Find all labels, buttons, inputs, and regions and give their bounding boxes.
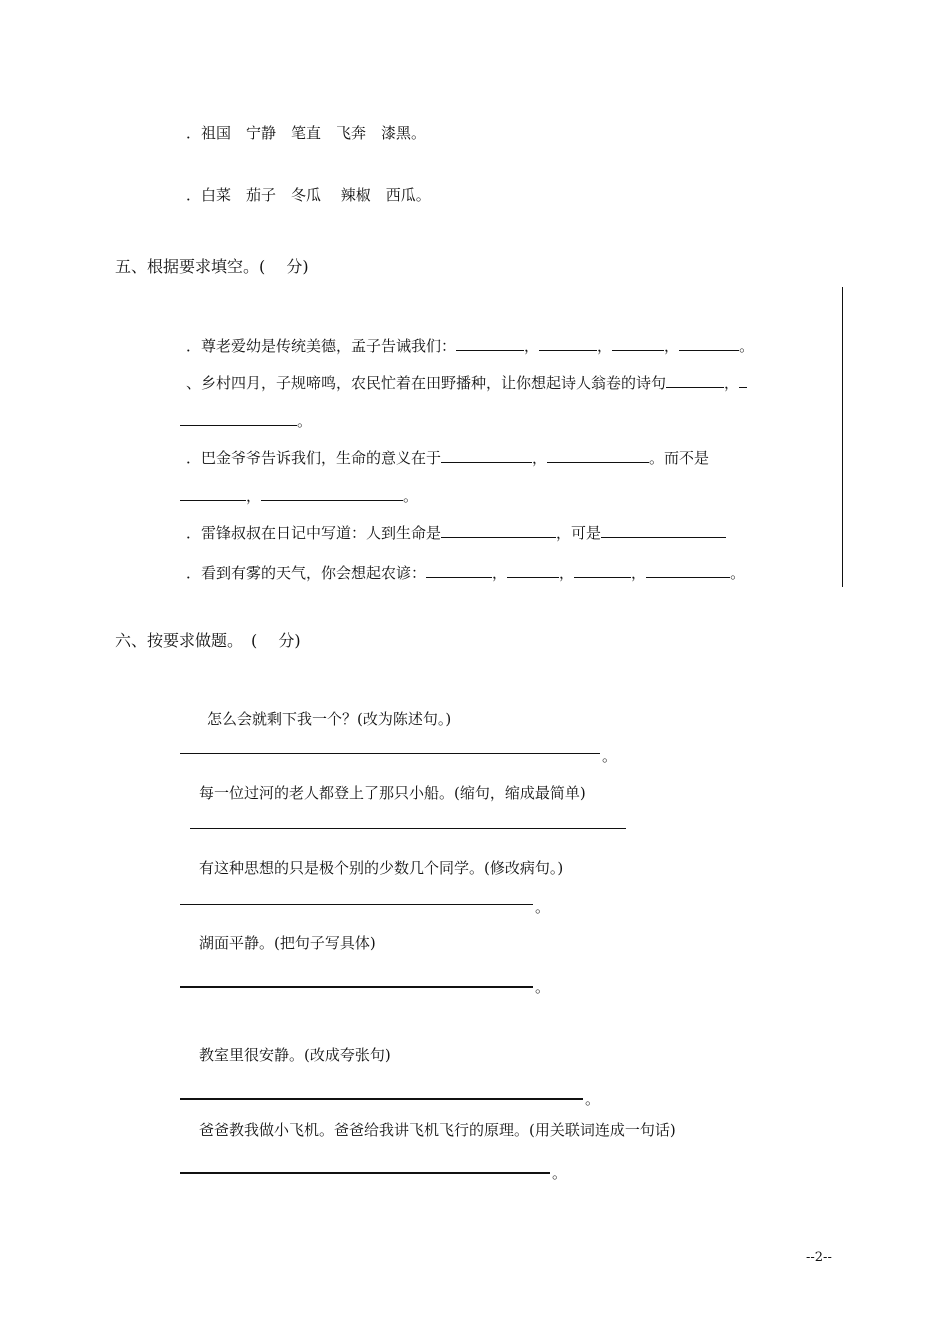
blank[interactable]: [612, 336, 664, 351]
margin-rule: [842, 287, 843, 587]
word-group-1: ．祖国 宁静 笔直 飞奔 漆黑。: [186, 124, 427, 142]
blank[interactable]: [666, 373, 724, 388]
answer-line[interactable]: [180, 904, 533, 905]
period: 。: [297, 412, 313, 430]
comma: ，: [532, 449, 548, 467]
comma: ，: [631, 564, 647, 582]
s5-q3-line2: [180, 486, 418, 506]
word-group-2: ．白菜 茄子 冬瓜 辣椒 西瓜。: [186, 186, 431, 204]
s5-q1-text: ．尊老爱幼是传统美德，孟子告诫我们：: [186, 337, 457, 355]
s6-item-1: 怎么会就剩下我一个？(改为陈述句。): [207, 710, 452, 728]
blank[interactable]: [679, 336, 739, 351]
s5-q2: [186, 373, 747, 393]
answer-line[interactable]: [180, 1172, 550, 1174]
answer-line[interactable]: [180, 753, 600, 754]
comma: ，: [559, 564, 575, 582]
s5-q3-mid: 。而不是: [649, 449, 710, 467]
answer-line[interactable]: [190, 828, 626, 829]
comma: ，: [597, 337, 613, 355]
s6-item-6: 爸爸教我做小飞机。爸爸给我讲飞机飞行的原理。(用关联词连成一句话): [199, 1121, 676, 1139]
section-6-heading: 六、按要求做题。 ( 分): [115, 631, 301, 650]
s6-item-4: 湖面平静。(把句子写具体): [199, 934, 376, 952]
comma: ，: [246, 487, 262, 505]
blank[interactable]: [601, 523, 726, 538]
blank[interactable]: [441, 448, 532, 463]
period: 。: [585, 1090, 601, 1108]
answer-line[interactable]: [180, 1098, 583, 1100]
period: 。: [403, 487, 419, 505]
blank[interactable]: [180, 411, 297, 426]
period: 。: [730, 564, 746, 582]
s5-q5-text: ．看到有雾的天气，你会想起农谚：: [186, 564, 427, 582]
comma: ，: [724, 374, 740, 392]
blank[interactable]: [426, 563, 492, 578]
s5-q1: [186, 336, 754, 356]
blank[interactable]: [574, 563, 631, 578]
period: 。: [602, 747, 618, 765]
s5-q3-text: ．巴金爷爷告诉我们，生命的意义在于: [186, 449, 442, 467]
s6-item-5: 教室里很安静。(改成夸张句): [199, 1046, 391, 1064]
period: 。: [535, 978, 551, 996]
s5-q4: [186, 523, 726, 543]
blank[interactable]: [507, 563, 559, 578]
blank[interactable]: [180, 486, 246, 501]
blank[interactable]: [441, 523, 556, 538]
period: 。: [535, 898, 551, 916]
blank[interactable]: [739, 373, 747, 388]
comma: ，: [664, 337, 680, 355]
s5-q3: [186, 448, 709, 468]
s6-item-2: 每一位过河的老人都登上了那只小船。(缩句，缩成最简单): [199, 784, 586, 802]
blank[interactable]: [456, 336, 524, 351]
answer-line[interactable]: [180, 986, 533, 988]
section-5-heading: 五、根据要求填空。( 分): [115, 257, 309, 276]
blank[interactable]: [539, 336, 597, 351]
s5-q2-line2: [180, 411, 312, 431]
period: 。: [739, 337, 755, 355]
s5-q4-text: ．雷锋叔叔在日记中写道：人到生命是: [186, 524, 442, 542]
s5-q4-mid: ，可是: [556, 524, 602, 542]
blank[interactable]: [261, 486, 403, 501]
comma: ，: [524, 337, 540, 355]
blank[interactable]: [547, 448, 649, 463]
s5-q2-text: 、乡村四月，子规啼鸣，农民忙着在田野播种，让你想起诗人翁卷的诗句: [186, 374, 667, 392]
s5-q5: [186, 563, 745, 583]
period: 。: [552, 1164, 568, 1182]
blank[interactable]: [646, 563, 730, 578]
s6-item-3: 有这种思想的只是极个别的少数几个同学。(修改病句。): [199, 859, 564, 877]
page-number: --2--: [806, 1250, 832, 1265]
comma: ，: [492, 564, 508, 582]
